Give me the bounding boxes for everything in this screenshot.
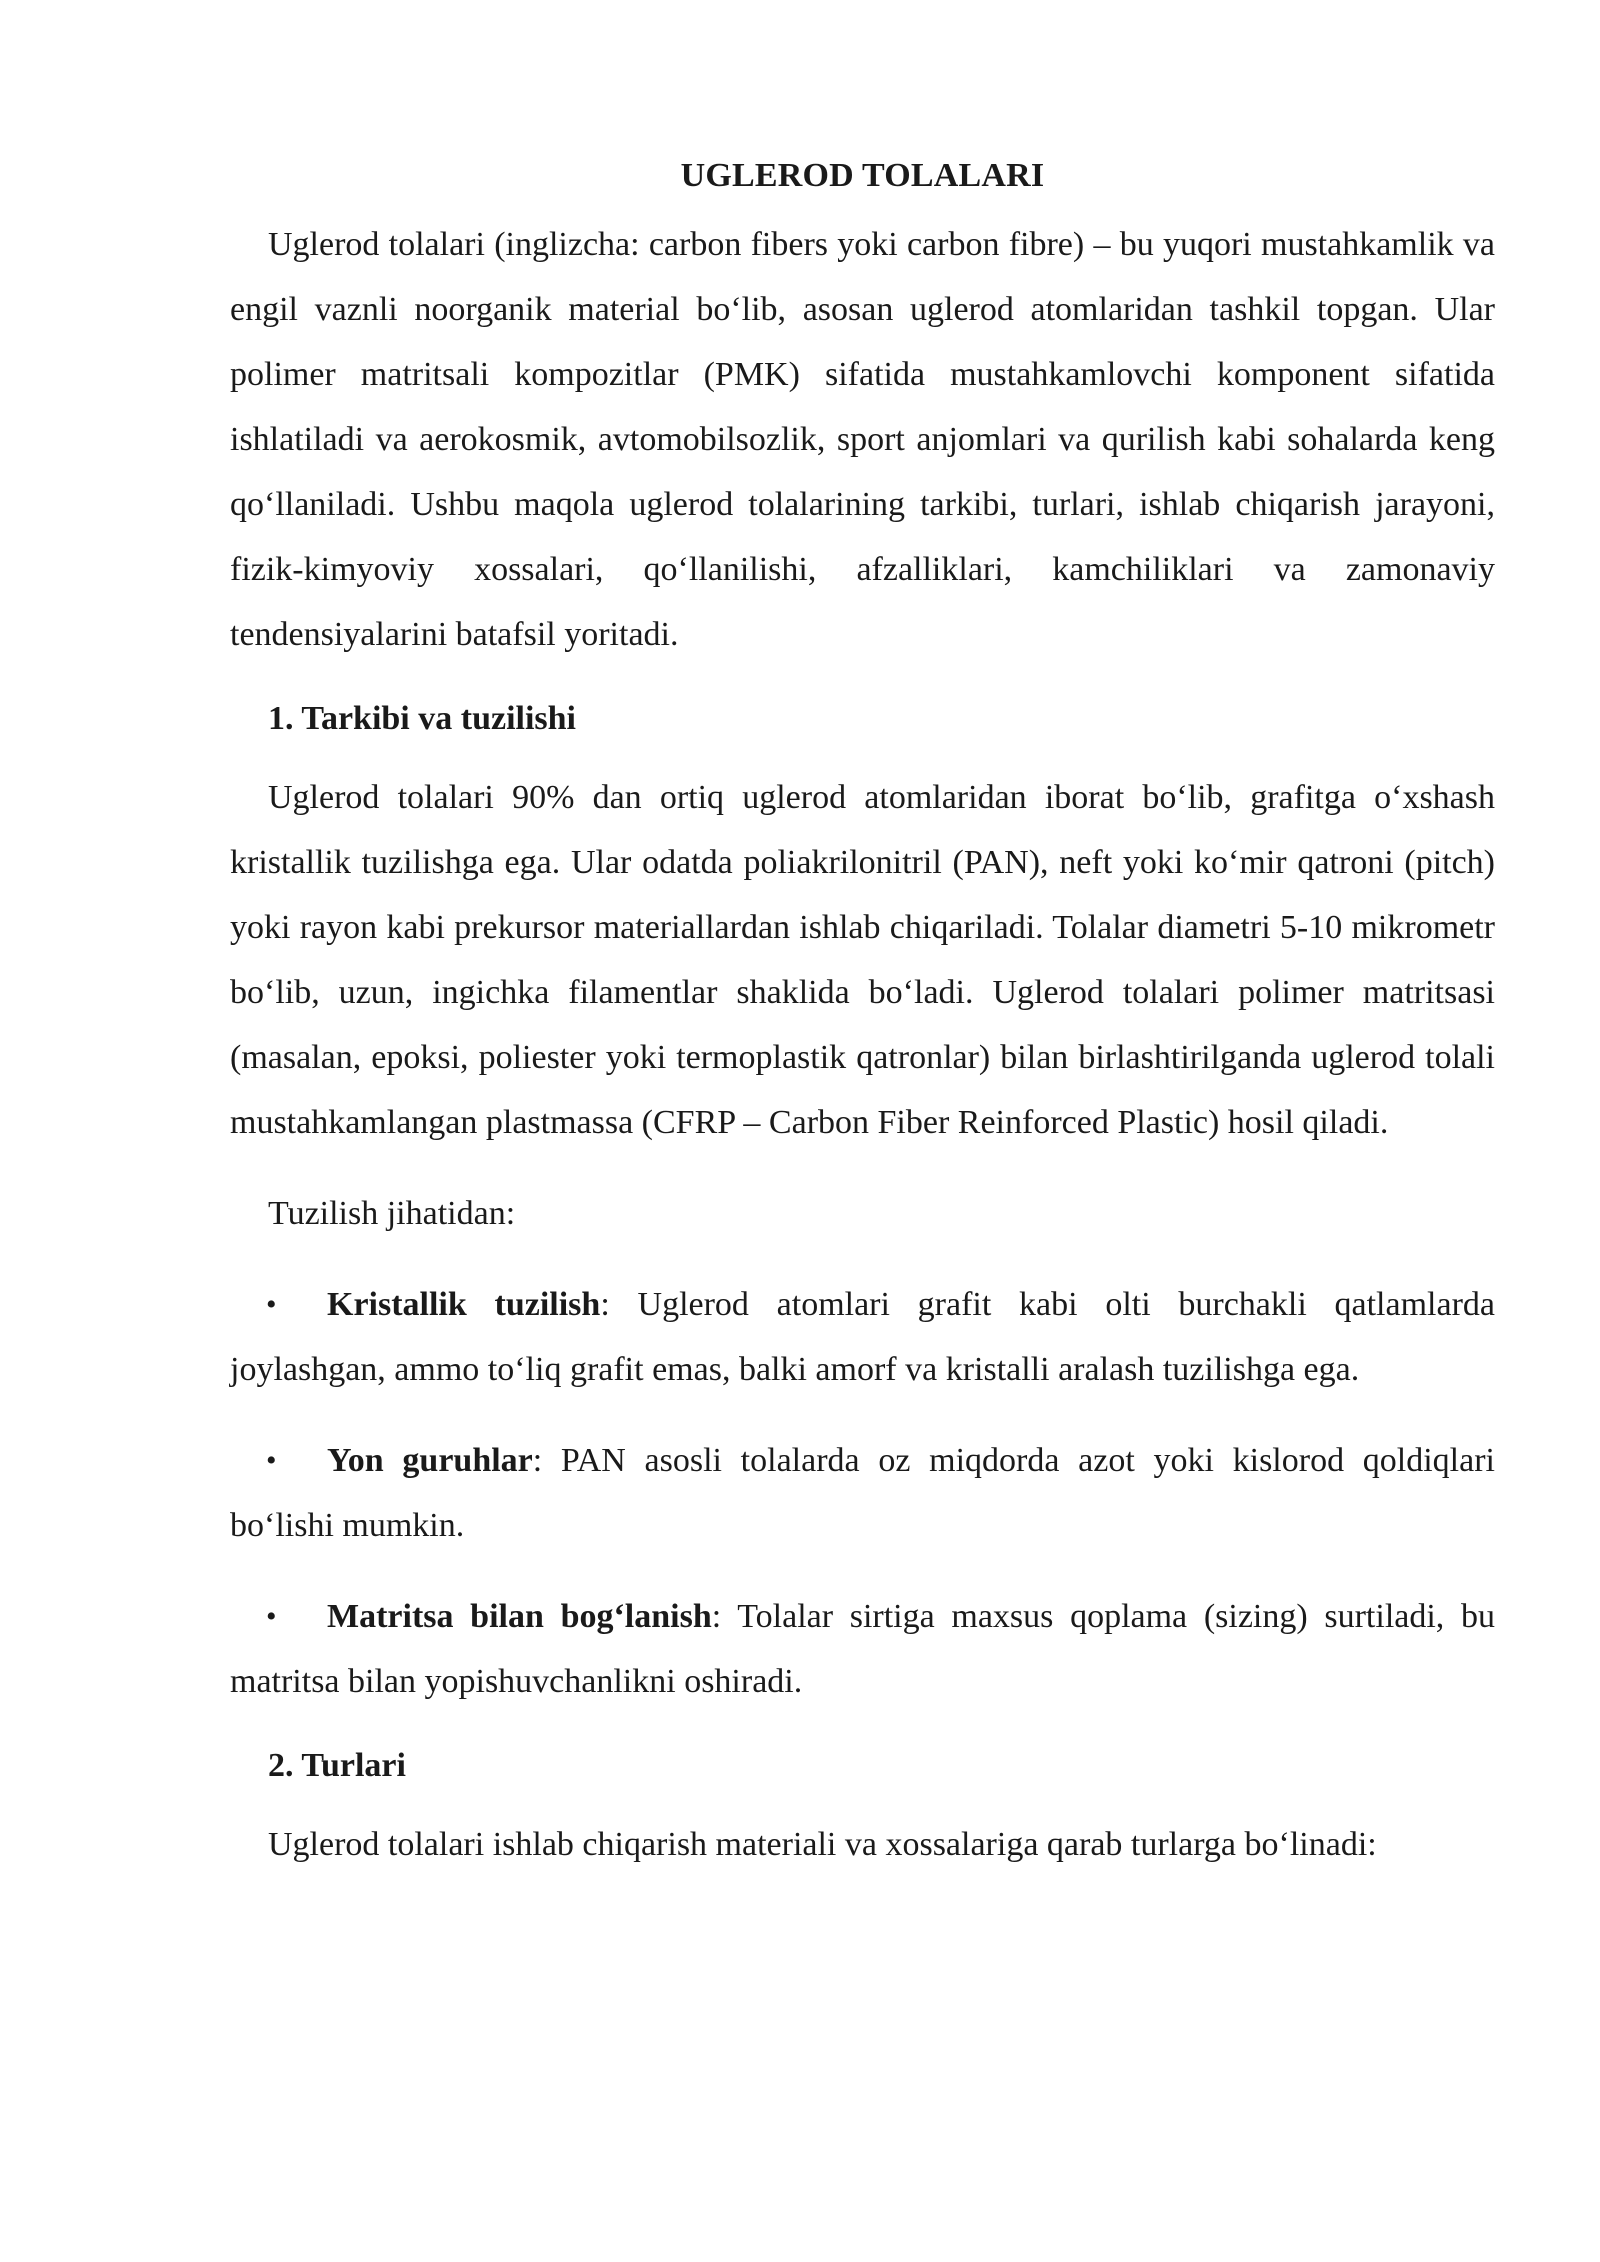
bullet-item-3 (230, 1584, 1495, 1714)
bullet-term: Matritsa bilan bog‘lanish (327, 1598, 712, 1635)
section-1-heading: 1. Tarkibi va tuzilishi (268, 700, 576, 737)
bullet-item-2 (230, 1428, 1495, 1558)
bullet-term: Kristallik tuzilish (327, 1286, 601, 1323)
bullet-text: : Tolalar sirtiga maxsus qoplama (sizing) surtiladi, bu matritsa bilan yopishuvchanlikni oshiradi. (230, 1598, 1495, 1700)
document-title: UGLEROD TOLALARI (680, 157, 1045, 194)
section-2-paragraph: Uglerod tolalari ishlab chiqarish materiali va xossalariga qarab turlarga bo‘linadi: (268, 1826, 1377, 1863)
bullet-text: : PAN asosli tolalarda oz miqdorda azot yoki kislorod qoldiqlari bo‘lishi mumkin. (230, 1442, 1495, 1544)
section-1-lead: Tuzilish jihatidan: (268, 1195, 516, 1232)
bullet-term: Yon guruhlar (327, 1442, 533, 1479)
intro-paragraph: Uglerod tolalari (inglizcha: carbon fibers yoki carbon fibre) – bu yuqori mustahkamlik va engil vaznli noorganik material bo‘lib, asosan uglerod atomlaridan tashkil topgan. Ular polimer matritsali kompozitlar (PMK) sifatida mustahkamlovchi komponent sifatida ishlatiladi va aerokosmik, avtomobilsozlik, sport anjomlari va qurilish kabi sohalarda keng qo‘llaniladi. Ushbu maqola uglerod tolalarining tarkibi, turlari, ishlab chiqarish jarayoni, fizik-kimyoviy xossalari, qo‘llanilishi, afzalliklari, kamchiliklari va zamonaviy tendensiyalarini batafsil yoritadi. (230, 226, 1495, 653)
bullet-text: : Uglerod atomlari grafit kabi olti burchakli qatlamlarda joylashgan, ammo to‘liq grafit emas, balki amorf va kristalli aralash tuzilishga ega. (230, 1286, 1495, 1388)
bullet-icon: • (266, 1444, 277, 1477)
bullet-icon: • (266, 1600, 277, 1633)
bullet-icon: • (266, 1288, 277, 1321)
section-2-heading: 2. Turlari (268, 1747, 406, 1784)
section-1-paragraph: Uglerod tolalari 90% dan ortiq uglerod atomlaridan iborat bo‘lib, grafitga o‘xshash kristallik tuzilishga ega. Ular odatda poliakrilonitril (PAN), neft yoki ko‘mir qatroni (pitch) yoki rayon kabi prekursor materiallardan ishlab chiqariladi. Tolalar diametri 5-10 mikrometr bo‘lib, uzun, ingichka filamentlar shaklida bo‘ladi. Uglerod tolalari polimer matritsasi (masalan, epoksi, poliester yoki termoplastik qatronlar) bilan birlashtirilganda uglerod tolali mustahkamlangan plastmassa (CFRP – Carbon Fiber Reinforced Plastic) hosil qiladi. (230, 779, 1495, 1141)
document-page (230, 150, 1495, 1877)
bullet-item-1 (230, 1272, 1495, 1402)
